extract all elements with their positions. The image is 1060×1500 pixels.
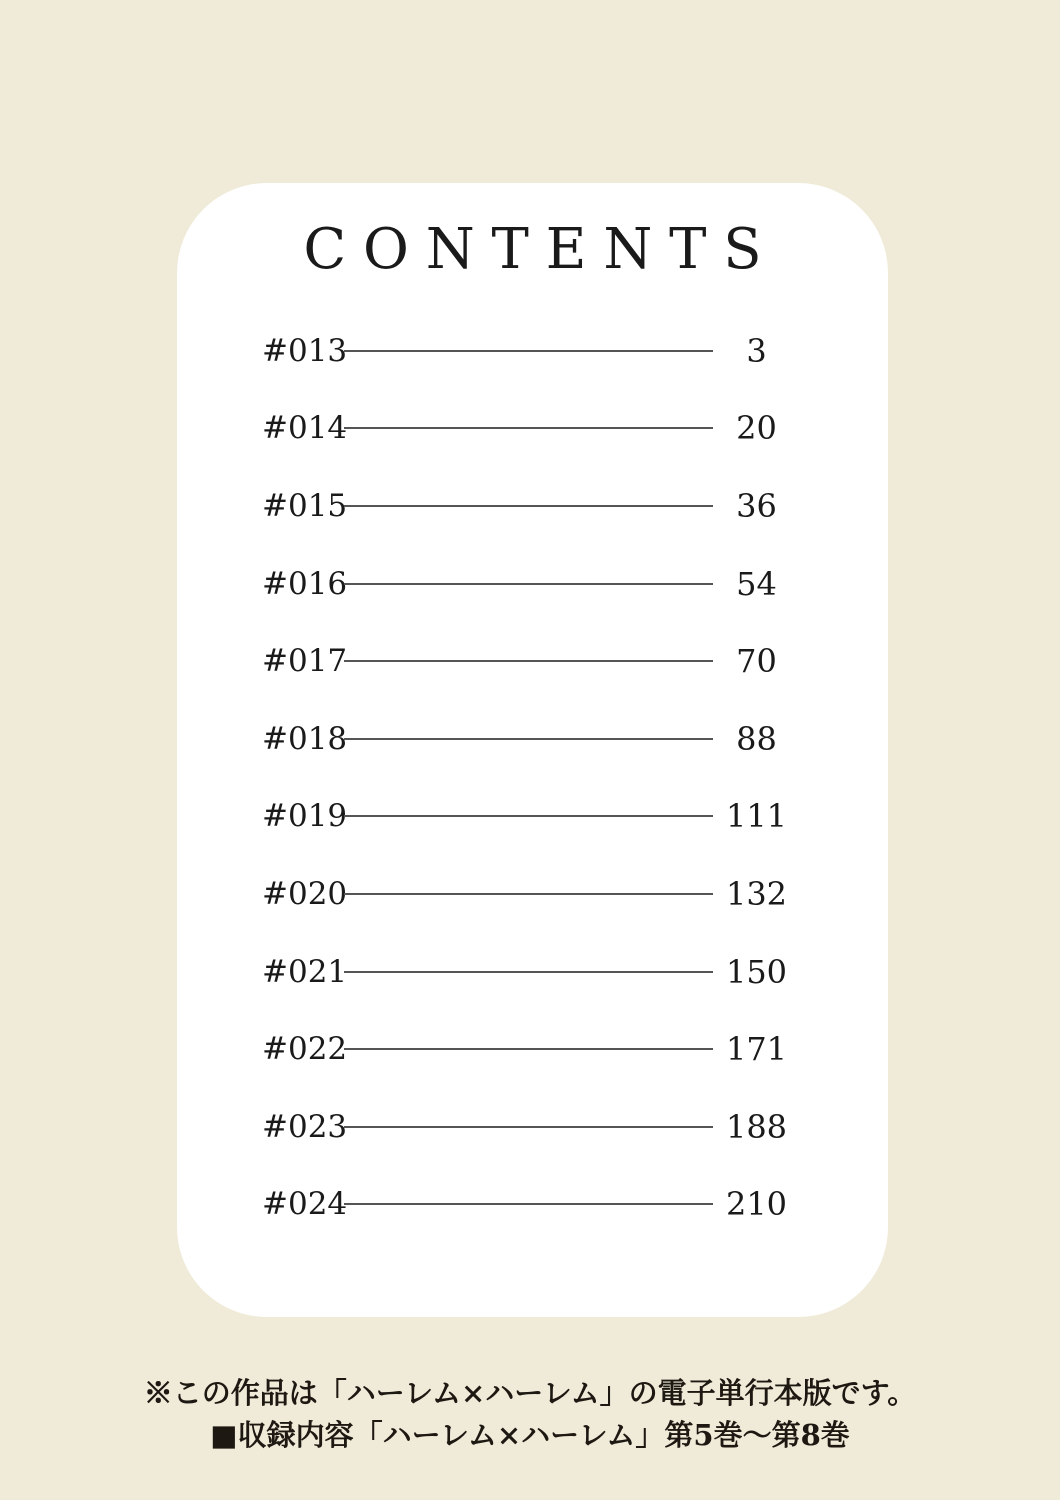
toc-leader-line (344, 660, 713, 662)
toc-leader-line (344, 971, 713, 973)
footer-line-1: ※この作品は「ハーレム×ハーレム」の電子単行本版です。 (143, 1376, 917, 1410)
toc-leader-line (344, 893, 713, 895)
toc-page-number: 88 (736, 719, 777, 758)
page-title: CONTENTS (303, 217, 779, 282)
toc-leader-line (344, 583, 713, 585)
toc-page-number: 150 (725, 952, 788, 991)
toc-row (177, 1088, 888, 1166)
toc-chapter-label: #024 (262, 1186, 348, 1223)
toc-page-number: 188 (725, 1107, 788, 1146)
toc-row (177, 312, 888, 390)
toc-leader-line (344, 1126, 713, 1128)
toc-row (177, 933, 888, 1011)
toc-chapter-label: #014 (262, 410, 348, 447)
contents-card (177, 183, 888, 1317)
toc-chapter-label: #020 (262, 875, 348, 912)
toc-row (177, 700, 888, 778)
toc-leader-line (344, 1203, 713, 1205)
toc-page-number: 132 (725, 874, 788, 913)
toc-leader-line (344, 350, 713, 352)
toc-row (177, 1010, 888, 1088)
toc-page-number: 36 (736, 486, 777, 525)
footer-line-2: ■収録内容「ハーレム×ハーレム」第5巻～第8巻 (210, 1418, 850, 1453)
toc-chapter-label: #021 (262, 953, 348, 990)
toc-page-number: 111 (725, 797, 788, 836)
toc-leader-line (344, 505, 713, 507)
toc-chapter-label: #023 (262, 1108, 348, 1145)
toc-page-number: 54 (736, 564, 777, 603)
toc-row (177, 545, 888, 623)
toc-chapter-label: #013 (262, 332, 348, 369)
toc-page-number: 210 (725, 1185, 788, 1224)
toc-list (177, 312, 888, 1243)
toc-chapter-label: #022 (262, 1031, 348, 1068)
toc-leader-line (344, 738, 713, 740)
toc-page-number: 70 (736, 642, 777, 681)
toc-chapter-label: #015 (262, 487, 348, 524)
toc-page-number: 20 (736, 409, 777, 448)
footer-note (0, 1372, 1060, 1456)
toc-row (177, 1166, 888, 1244)
toc-chapter-label: #017 (262, 643, 348, 680)
toc-chapter-label: #019 (262, 798, 348, 835)
toc-leader-line (344, 1048, 713, 1050)
toc-row (177, 778, 888, 856)
toc-row (177, 390, 888, 468)
toc-row (177, 855, 888, 933)
toc-leader-line (344, 427, 713, 429)
toc-page-number: 3 (746, 331, 767, 370)
toc-chapter-label: #018 (262, 720, 348, 757)
toc-chapter-label: #016 (262, 565, 348, 602)
toc-leader-line (344, 815, 713, 817)
toc-page-number: 171 (725, 1030, 788, 1069)
toc-row (177, 622, 888, 700)
toc-row (177, 467, 888, 545)
